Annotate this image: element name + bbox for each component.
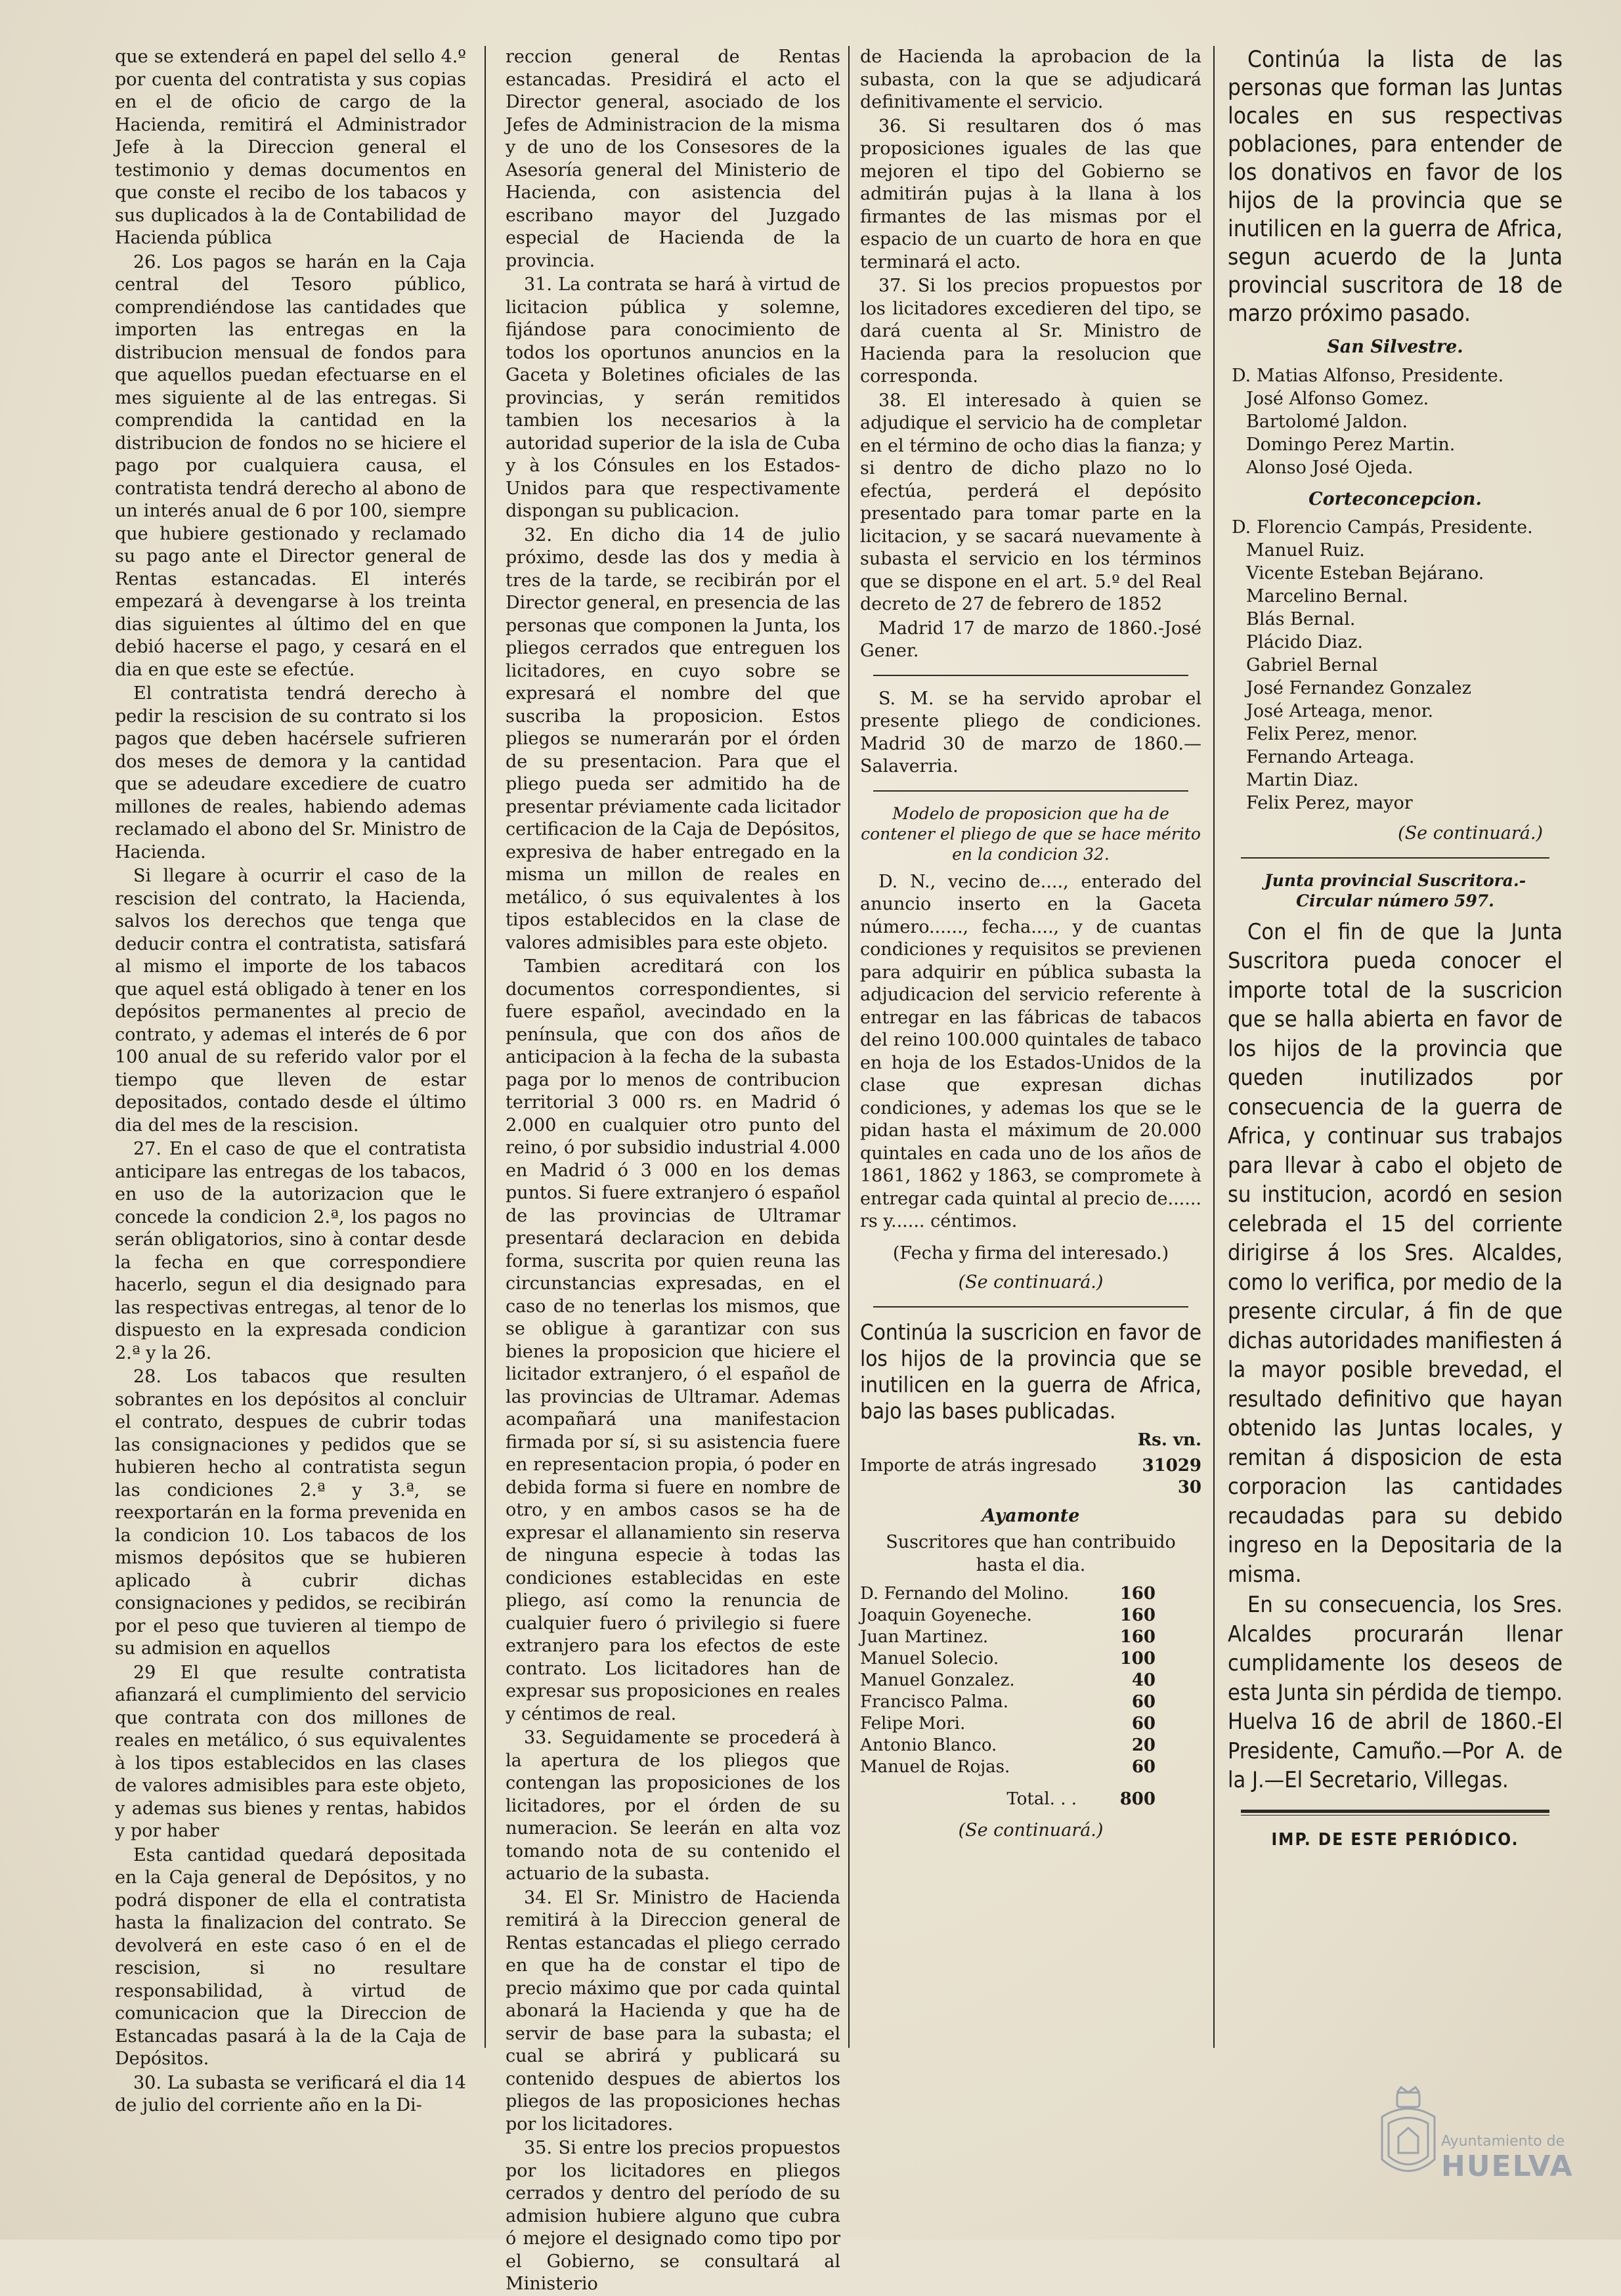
paragraph: 33. Seguidamente se procederá à la apertura de los pliegos que contengan las proposiciones de los licitadores, por el órden de su numeracion. Se leerán en alta voz tomando nota de su contenido el actuario de la subasta. (506, 1728, 840, 1884)
paragraph: 34. El Sr. Ministro de Hacienda remitirá à la Direccion general de Rentas estancadas el pliego cerrado en que ha de constar el tipo de precio máximo que por cada quintal abonará la Hacienda y que ha de servir de base para la subasta; el cual se abrirá y publicará su contenido despues de abiertos los pliegos de las proposiciones hechas por los licitadores. (506, 1887, 840, 2135)
member-name: Gabriel Bernal (1246, 655, 1378, 675)
subscriber-amount: 60 (1131, 1692, 1156, 1712)
paragraph: 37. Si los precios propuestos por los licitadores excedieren del tipo, se dará cuenta al Sr. Ministro de Hacienda para la resolucion que corresponda. (860, 276, 1201, 387)
member-name: D. Florencio Campás, Presidente. (1232, 517, 1533, 538)
paragraph: Tambien acreditará con los documentos correspondientes, si fuere español, avecindado en la península, que con dos años de anticipacion à la fecha de la subasta paga por lo menos de contribucion territorial 3 000 rs. en Madrid ó 2.000 en cualquier otro punto del reino, ó por subsidio industrial 4.000 en Madrid ó 3 000 en los demas puntos. Si fuere extranjero ó español de las provincias de Ultramar presentará declaracion en debida forma, suscrita por quien reuna las circunstancias expresadas, en el caso de no tenerlas los mismos, que se obligue à garantizar con sus bienes la proposicion que hiciere el licitador extranjero, ó el español de las provincias de Ultramar. Ademas acompañará una manifestacion firmada por sí, si su asistencia fuere en representacion propia, ó poder en debida forma si fuere en nombre de otro, y en ambos casos se ha de expresar el allanamiento sin reserva de ninguna especie à todas las condiciones establecidas en este pliego, así como la renuncia de cualquier fuero ó privilegio si fuere extranjero para los efectos de este contrato. Los licitadores han de expresar sus proposiciones en reales y céntimos de real. (506, 956, 840, 1724)
importe-label: Importe de atrás ingresado (860, 1455, 1097, 1476)
divider (873, 1306, 1188, 1307)
subscriber-name: Felipe Mori. (860, 1714, 966, 1733)
subscriber-name: Manuel Gonzalez. (860, 1670, 1015, 1690)
member-name: Manuel Ruiz. (1246, 540, 1365, 561)
paragraph: reccion general de Rentas estancadas. Presidirá el acto el Director general, asociado de los Jefes de Administracion de la misma y de uno de los Consesores de la Asesoría general del Ministerio de Hacienda, con asistencia del escribano mayor del Juzgado especial de Hacienda de la provincia. (506, 47, 840, 271)
paragraph: que se extenderá en papel del sello 4.º por cuenta del contratista y sus copias en el de oficio de cargo de la Hacienda, remitirá el Administrador Jefe à la Direccion general el testimonio y demas documentos en que conste el recibo de los tabacos y sus duplicados à la de Contabilidad de Hacienda pública (115, 47, 466, 248)
suscricion-heading: Continúa la suscricion en favor de los hijos de la provincia que se inutilicen en la guerra de Africa, bajo las bases publicadas. (860, 1319, 1201, 1424)
watermark (1441, 2133, 1574, 2183)
watermark-line2: HUELVA (1441, 2150, 1574, 2183)
watermark-line1: Ayuntamiento de (1441, 2133, 1565, 2150)
ledger-row (860, 1605, 1156, 1626)
divider (1241, 857, 1549, 859)
coat-of-arms-icon (1372, 2087, 1444, 2186)
town-name: Corteconcepcion. (1308, 488, 1482, 509)
divider (873, 790, 1188, 792)
list-heading: Continúa la lista de las personas que forman las Juntas locales en sus respectivas poblaciones, para entender de los donativos en favor de los hijos de la provincia que se inutilicen en la guerra de Africa, segun acuerdo de la Junta provincial suscritora de 18 de marzo próximo pasado. (1228, 47, 1563, 327)
imprint: IMP. DE ESTE PERIÓDICO. (1271, 1829, 1519, 1850)
subscriber-name: Manuel Solecio. (860, 1649, 999, 1669)
column-rule (485, 46, 486, 2048)
member-name: Felix Perez, mayor (1246, 793, 1413, 813)
paragraph: 36. Si resultaren dos ó mas proposiciones iguales de las que mejoren el tipo del Gobierno se admitirán pujas à la llana à los firmantes de las mismas por el espacio de un cuarto de hora en que terminará el acto. (860, 116, 1201, 272)
subscriber-amount: 20 (1131, 1735, 1156, 1755)
divider (1241, 1810, 1549, 1816)
subscriber-name: Manuel de Rojas. (860, 1757, 1010, 1777)
currency-label: Rs. vn. (1137, 1430, 1201, 1450)
ledger-row (860, 1735, 1156, 1756)
subscriber-amount: 60 (1131, 1714, 1156, 1733)
paragraph: Madrid 17 de marzo de 1860.-José Gener. (860, 618, 1201, 661)
circular-title: Junta provincial Suscritora.-Circular número 597. (1264, 870, 1526, 910)
suscritores-label: Suscritores que han contribuido hasta el dia. (886, 1532, 1176, 1575)
paragraph: 29 El que resulte contratista afianzará el cumplimiento del servicio que contrata con dos millones de reales en metálico, ó sus equivalentes à los tipos establecidos en las clases de valores admisibles para este objeto, y ademas sus bienes y rentas, habidos y por haber (115, 1662, 466, 1841)
subscriber-amount: 160 (1119, 1627, 1156, 1647)
ledger-row (860, 1756, 1156, 1778)
member-name: D. Matias Alfonso, Presidente. (1232, 365, 1504, 386)
column-1 (115, 46, 466, 2187)
paragraph: 32. En dicho dia 14 de julio próximo, desde las dos y media à tres de la tarde, se recibirán por el Director general, en presencia de las personas que componen la Junta, los pliegos cerrados que entreguen los licitadores, en cuyo sobre se expresará el nombre del que suscriba la proposicion. Estos pliegos se numerarán por el órden de su presentacion. Para que el pliego pueda ser admitido ha de presentar préviamente cada licitador certificacion de la Caja de Depósitos, expresiva de haber entregado en la misma un millon de reales en metálico, ó sus equivalentes à los tipos establecidos en la clase de valores admisibles para este objeto. (506, 524, 840, 953)
member-name: Vicente Esteban Bejárano. (1246, 563, 1484, 584)
continuation-note: (Se continuará.) (958, 1820, 1104, 1840)
circular-paragraph: Con el fin de que la Junta Suscritora pueda conocer el importe total de la suscricion que se halla abierta en favor de los hijos de la provincia que queden inutilizados por consecuencia de la guerra de Africa, y continuar sus trabajos para llevar à cabo el objeto de su institucion, acordó en sesion celebrada el 15 del corriente dirigirse á los Sres. Alcaldes, como lo verifica, por medio de la presente circular, á fin de que dichas autoridades manifiesten á la mayor posible brevedad, el resultado definitivo que hayan obtenido las Juntas locales, y remitan á disposicion de esta corporacion las cantidades recaudadas para su debido ingreso en la Depositaria de la misma. (1228, 918, 1563, 1588)
modelo-text: D. N., vecino de...., enterado del anuncio inserto en la Gaceta número......, fecha...., y de cuantas condiciones y requisitos se previenen para adquirir en pública subasta la adjudicacion del servicio referente à entregar en las fábricas de tabacos del reino 100.000 quintales de tabaco en hoja de los Estados-Unidos de la clase que expresan dichas condiciones, y ademas los que se le pidan hasta el máximum de 20.000 quintales en cada uno de los años de 1861, 1862 y 1863, se compromete à entregar cada quintal al precio de...... rs y...... céntimos. (860, 871, 1201, 1231)
paragraph: Esta cantidad quedará depositada en la Caja general de Depósitos, y no podrá disponer de ella el contratista hasta la finalizacion del contrato. Se devolverá en este caso ó en el de rescision, si no resultare responsabilidad, à virtud de comunicacion que la Direccion de Estancadas pasará à la de la Caja de Depósitos. (115, 1844, 466, 2069)
subscriber-name: Francisco Palma. (860, 1692, 1008, 1712)
subscriber-name: Antonio Blanco. (860, 1735, 997, 1755)
subscriber-name: D. Fernando del Molino. (860, 1584, 1070, 1604)
column-rule (1213, 46, 1215, 2048)
member-name: Marcelino Bernal. (1246, 586, 1408, 606)
total-label: Total. . . (1006, 1789, 1077, 1809)
ledger-row (860, 1670, 1156, 1691)
town-name: Ayamonte (982, 1505, 1080, 1526)
paragraph: 26. Los pagos se harán en la Caja central del Tesoro público, comprendiéndose las cantidades que importen las entregas en la distribucion mensual de fondos para que aquellos puedan efectuarse en el mes siguiente al de las entregas. Si comprendida la cantidad en la distribucion de fondos no se hiciere el pago por cualquiera causa, el contratista tendrá derecho al abono de un interés anual de 6 por 100, siempre que hubiere gestionado y reclamado su pago ante el Director general de Rentas estancadas. El interés empezará à devengarse à los treinta dias siguientes al último del en que debió hacerse el pago, y cesará en el dia en que este se efectúe. (115, 251, 466, 680)
divider (873, 675, 1188, 676)
paragraph: 31. La contrata se hará à virtud de licitacion pública y solemne, fijándose para conocimiento de todos los oportunos anuncios en la Gaceta y Boletines oficiales de las provincias, y serán remitidos tambien los necesarios à la autoridad superior de la isla de Cuba y à los Cónsules en los Estados-Unidos para que respectivamente dispongan su publicacion. (506, 274, 840, 521)
paragraph: 27. En el caso de que el contratista anticipare las entregas de los tabacos, en uso de la autorizacion que le concede la condicion 2.ª, los pagos no serán obligatorios, sino à contar desde la fecha en que correspondiere hacerlo, segun el dia designado para las respectivas entregas, al tenor de lo dispuesto en la expresada condicion 2.ª y la 26. (115, 1139, 466, 1363)
continuation-note: (Se continuará.) (1398, 823, 1543, 843)
paragraph: 35. Si entre los precios propuestos por los licitadores en pliegos cerrados y dentro del período de su admision hubiere alguno que cubra ó mejore el designado como tipo por el Gobierno, se consultará al Ministerio (506, 2138, 840, 2294)
paragraph: 28. Los tabacos que resulten sobrantes en los depósitos al concluir el contrato, despues de cubrir todas las consignaciones y pedidos que se hubieren hecho al contratista segun las condiciones 2.ª y 3.ª, se reexportarán en la forma prevenida en la condicion 10. Los tabacos de los mismos depósitos que se hubieren aplicado à cubrir dichas consignaciones y pedidos, se recibirán por el peso que tuvieren al tiempo de su admision en aquellos (115, 1367, 466, 1659)
importe-value: 31029 30 (1142, 1455, 1201, 1497)
circular-paragraph: En su consecuencia, los Sres. Alcaldes procurarán llenar cumplidamente los deseos de esta Junta sin pérdida de tiempo. Huelva 16 de abril de 1860.-El Presidente, Camuño.—Por A. de la J.—El Secretario, Villegas. (1228, 1592, 1563, 1793)
names-list (1228, 364, 1563, 479)
paragraph: 38. El interesado à quien se adjudique el servicio ha de completar en el término de ocho dias la fianza; y si dentro de dicho plazo no lo efectúa, perderá el depósito presentado para tomar parte en la licitacion, y se sacará nuevamente à subasta el servicio en los términos que se dispone en el art. 5.º del Real decreto de 27 de febrero de 1852 (860, 390, 1201, 614)
town-name: San Silvestre. (1327, 337, 1463, 357)
subscriber-amount: 160 (1119, 1584, 1156, 1604)
column-3 (860, 46, 1201, 2187)
subscriber-name: Joaquin Goyeneche. (860, 1605, 1032, 1625)
subscriber-name: Juan Martinez. (860, 1627, 989, 1647)
column-2 (506, 46, 840, 2294)
paragraph: Si llegare à ocurrir el caso de la rescision del contrato, la Hacienda, salvos los derechos que tenga que deducir contra el contratista, satisfará al mismo el importe de los tabacos que aquel está obligado à tener en los depósitos permanentes al precio de contrato, y ademas el interés de 6 por 100 anual de su referido valor por el tiempo que lleven de estar depositados, contado desde el último dia del mes de la rescision. (115, 866, 466, 1136)
subscriber-amount: 160 (1119, 1605, 1156, 1625)
subscriber-amount: 100 (1119, 1649, 1156, 1669)
names-list (1228, 516, 1563, 815)
modelo-title: Modelo de proposicion que ha de contener el pliego de que se hace mérito en la condicion 32. (861, 803, 1201, 864)
ledger-row (860, 1583, 1156, 1605)
total-value: 800 (1119, 1789, 1156, 1809)
ledger-list (860, 1583, 1201, 1778)
signature-note: (Fecha y firma del interesado.) (892, 1243, 1169, 1264)
paragraph: S. M. se ha servido aprobar el presente pliego de condiciones. Madrid 30 de marzo de 1860.— Salaverria. (860, 688, 1201, 776)
member-name: Alonso José Ojeda. (1246, 457, 1414, 478)
member-name: José Fernandez Gonzalez (1246, 678, 1471, 698)
member-name: Bartolomé Jaldon. (1246, 411, 1408, 432)
member-name: Blás Bernal. (1246, 609, 1356, 629)
column-4 (1228, 46, 1563, 2187)
member-name: José Alfonso Gomez. (1246, 388, 1429, 409)
column-rule (848, 46, 850, 2048)
ledger-row (860, 1691, 1156, 1713)
member-name: Domingo Perez Martin. (1246, 434, 1456, 455)
continuation-note: (Se continuará.) (958, 1272, 1104, 1292)
ledger-row (860, 1626, 1156, 1648)
member-name: Plácido Diaz. (1246, 632, 1363, 652)
paragraph: El contratista tendrá derecho à pedir la rescision de su contrato si los pagos que deben hacérsele sufrieren dos meses de demora y la cantidad que se adeudare excediere de cuatro millones de reales, habiendo ademas reclamado el abono del Sr. Ministro de Hacienda. (115, 683, 466, 862)
paragraph: de Hacienda la aprobacion de la subasta, con la que se adjudicará definitivamente el servicio. (860, 47, 1201, 112)
member-name: José Arteaga, menor. (1246, 701, 1434, 721)
paragraph: 30. La subasta se verificará el dia 14 de julio del corriente año en la Di- (115, 2072, 466, 2115)
member-name: Felix Perez, menor. (1246, 724, 1418, 744)
member-name: Martin Diaz. (1246, 770, 1359, 790)
subscriber-amount: 40 (1131, 1670, 1156, 1690)
subscriber-amount: 60 (1131, 1757, 1156, 1777)
ledger-row (860, 1713, 1156, 1735)
ledger-row (860, 1648, 1156, 1670)
member-name: Fernando Arteaga. (1246, 747, 1415, 767)
